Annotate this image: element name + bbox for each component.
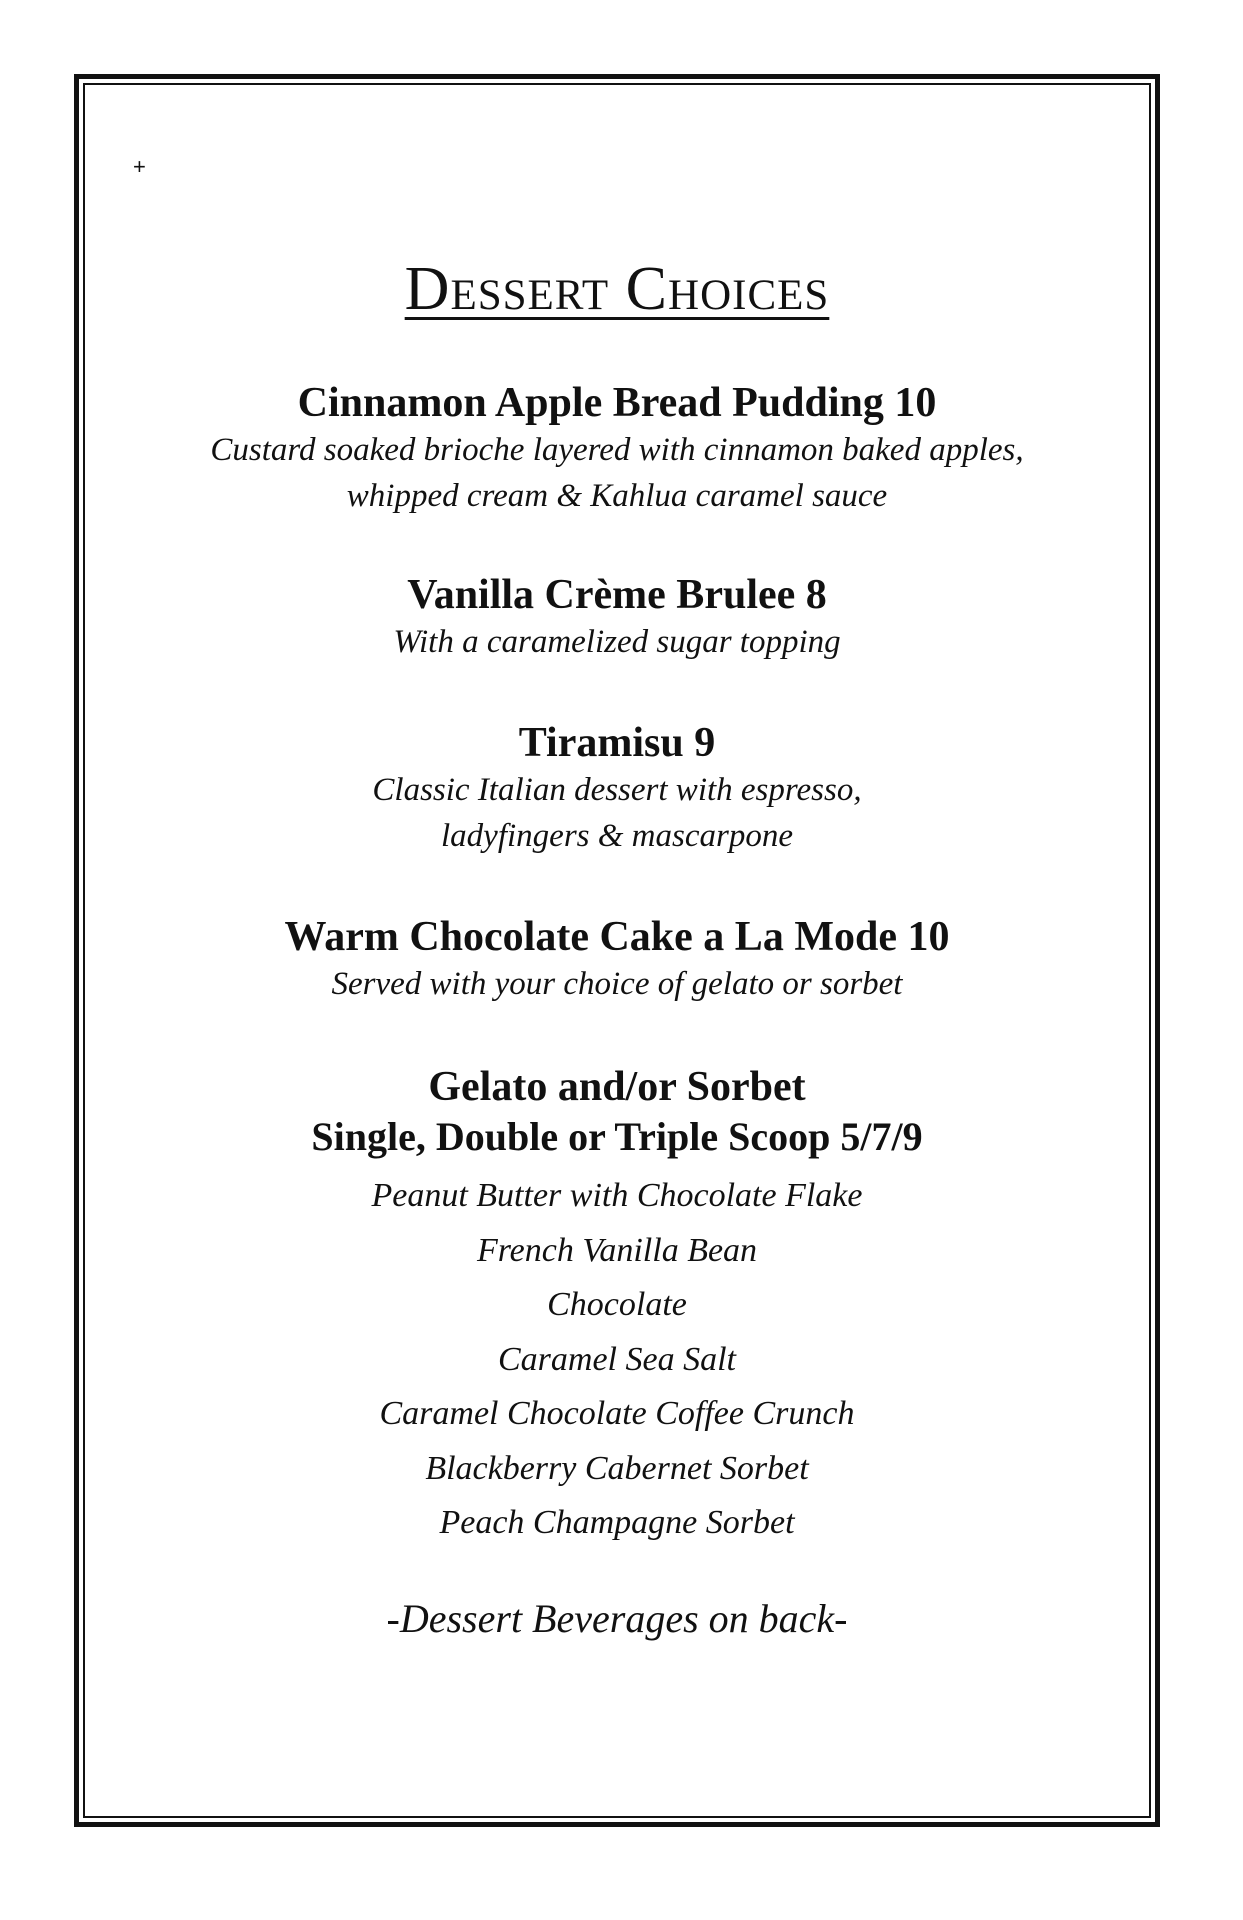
flavor-item: Chocolate — [547, 1286, 687, 1324]
menu-item-name: Cinnamon Apple Bread Pudding 10 — [297, 380, 937, 427]
menu-item-description: Custard soaked brioche layered with cinnamon baked apples, — [210, 432, 1024, 469]
menu-item-description: With a caramelized sugar topping — [393, 624, 841, 661]
flavor-item: Peach Champagne Sorbet — [439, 1504, 795, 1542]
menu-title: Dessert Choices — [404, 255, 830, 323]
menu-item-description: Classic Italian dessert with espresso, — [372, 772, 862, 809]
menu-content — [85, 85, 1149, 1643]
menu-item-description: whipped cream & Kahlua caramel sauce — [346, 478, 888, 515]
flavor-item: Blackberry Cabernet Sorbet — [425, 1449, 809, 1487]
menu-item-creme-brulee — [85, 571, 1149, 665]
flavor-item: French Vanilla Bean — [476, 1231, 758, 1269]
corner-plus-mark: + — [133, 154, 146, 179]
menu-item-description: ladyfingers & mascarpone — [441, 818, 793, 855]
flavor-list — [85, 1169, 1149, 1551]
menu-item-bread-pudding — [85, 379, 1149, 519]
menu-item-chocolate-cake — [85, 913, 1149, 1007]
scoop-pricing: Single, Double or Triple Scoop 5/7/9 — [311, 1114, 923, 1160]
dessert-beverages-note: -Dessert Beverages on back- — [386, 1595, 848, 1641]
menu-item-name: Gelato and/or Sorbet — [428, 1064, 806, 1111]
menu-item-name: Vanilla Crème Brulee 8 — [407, 572, 827, 619]
menu-item-description: Served with your choice of gelato or sorbet — [331, 966, 903, 1003]
menu-item-tiramisu — [85, 719, 1149, 859]
menu-item-name: Warm Chocolate Cake a La Mode 10 — [284, 914, 950, 961]
flavor-item: Peanut Butter with Chocolate Flake — [371, 1177, 863, 1215]
flavor-item: Caramel Sea Salt — [498, 1340, 736, 1378]
menu-item-name: Tiramisu 9 — [518, 720, 716, 767]
menu-item-gelato-sorbet — [85, 1063, 1149, 1551]
flavor-item: Caramel Chocolate Coffee Crunch — [379, 1395, 855, 1433]
